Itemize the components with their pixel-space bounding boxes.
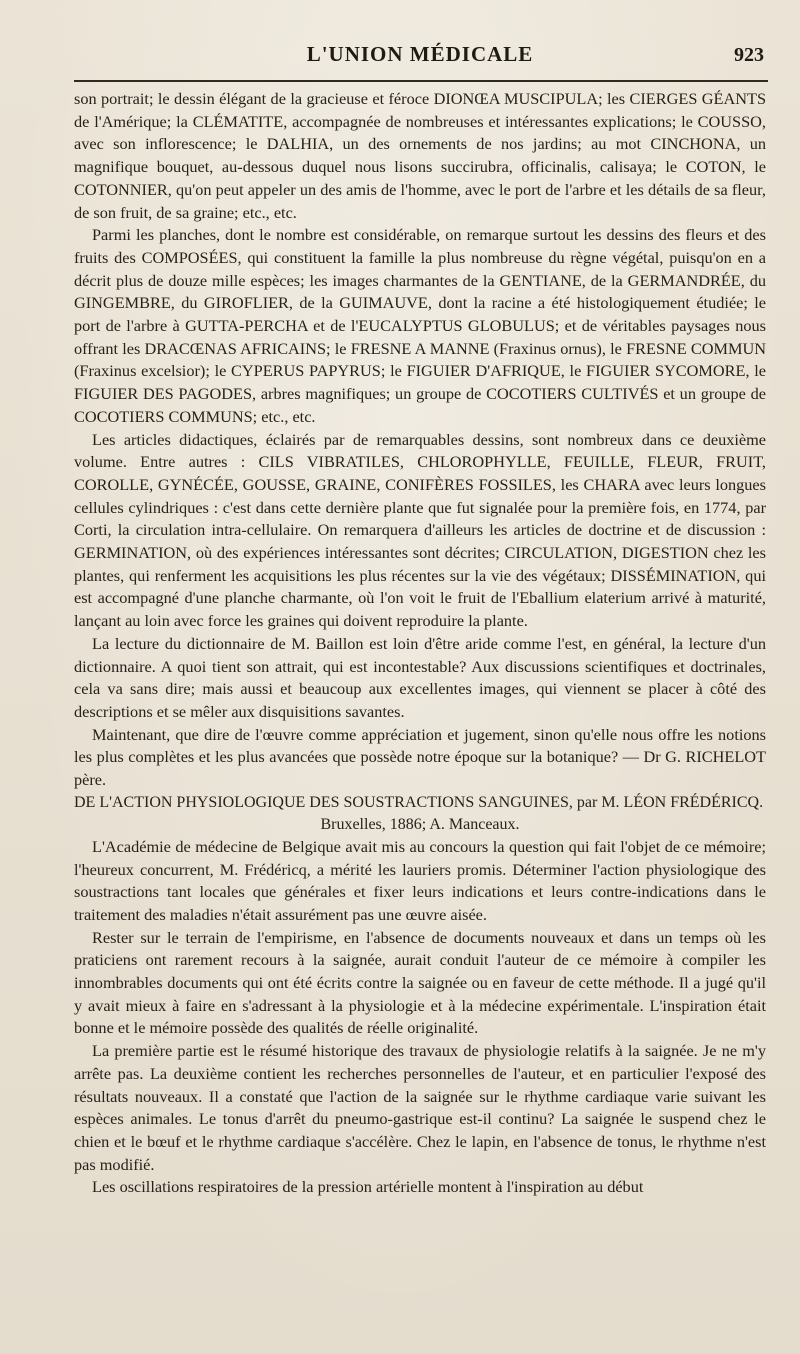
running-title: L'UNION MÉDICALE — [306, 42, 534, 66]
paragraph: son portrait; le dessin élégant de la gracieuse et féroce DIONŒA MUSCIPULA; les CIERGES GÉANTS de l'Amérique; la CLÉMATITE, accompagnée de nombreuses et intéressantes explications; le COUSSO, avec son inflorescence; le DALHIA, un des ornements de nos jardins; au mot CINCHONA, un magnifique bouquet, au-dessous duquel nous lisons succirubra, officinalis, calisaya; le COTON, le COTONNIER, qu'on peut appeler un des amis de l'homme, avec le port de l'arbre et les détails de sa fleur, de son fruit, de sa graine; etc., etc. — [74, 89, 766, 222]
review-publisher: Bruxelles, 1886; A. Manceaux. — [320, 815, 520, 833]
header-rule — [74, 80, 768, 82]
paragraph: Parmi les planches, dont le nombre est considérable, on remarque surtout les dessins des fleurs et des fruits des COMPOSÉES, qui constituent la famille la plus nombreuse du règne végétal, puisqu'on en a décrit plus de douze mille espèces; les images charmantes de la GENTIANE, de la GERMANDRÉE, du GINGEMBRE, du GIROFLIER, de la GUIMAUVE, dont la racine a été histologiquement étudiée; le port de l'arbre à GUTTA-PERCHA et de l'EUCALYPTUS GLOBULUS; et de véritables paysages nous offrant les DRACŒNAS AFRICAINS; le FRESNE A MANNE (Fraxinus ornus), le FRESNE COMMUN (Fraxinus excelsior); le CYPERUS PAPYRUS; le FIGUIER D'AFRIQUE, le FIGUIER SYCOMORE, le FIGUIER DES PAGODES, arbres magnifiques; un groupe de COCOTIERS CULTIVÉS et un groupe de COCOTIERS COMMUNS; etc., etc. — [74, 225, 766, 426]
paragraph: Maintenant, que dire de l'œuvre comme appréciation et jugement, sinon qu'elle nous offre les notions les plus complètes et les plus avancées que possède notre époque sur la botanique? — Dr G. RICHELOT père. — [74, 724, 766, 790]
paragraph: L'Académie de médecine de Belgique avait mis au concours la question qui fait l'objet de ce mémoire; l'heureux concurrent, M. Frédéricq, a mérité les lauriers promis. Déterminer l'action physiologique des soustractions tant locales que générales et fixer leurs indications et leurs contre-indications dans le traitement des maladies n'était assurément pas une œuvre aisée. — [74, 836, 766, 924]
paragraph: Rester sur le terrain de l'empirisme, en l'absence de documents nouveaux et dans un temps où les praticiens ont rarement recours à la saignée, aurait conduit l'auteur de ce mémoire à compiler les innombrables documents qui ont été écrits contre la saignée ou en faveur de cette méthode. Il a jugé qu'il y avait mieux à faire en s'adressant à la physiologie et à la médecine expérimentale. L'inspiration était bonne et le mémoire possède des qualités de réelle originalité. — [74, 927, 766, 1038]
paragraph: La première partie est le résumé historique des travaux de physiologie relatifs à la saignée. Je ne m'y arrête pas. La deuxième contient les recherches personnelles de l'auteur, et en particulier l'exposé des résultats nouveaux. Il a constaté que l'action de la saignée sur le rhythme cardiaque varie suivant les espèces animales. Le tonus d'arrêt du pneumo-gastrique est-il continu? La saignée le suspend chez le chien et le bœuf et le rhythme cardiaque s'accélère. Chez le lapin, en l'absence de tonus, le rhythme n'est pas modifié. — [74, 1041, 766, 1174]
article-body — [74, 88, 766, 1199]
paragraph: Les articles didactiques, éclairés par de remarquables dessins, sont nombreux dans ce deuxième volume. Entre autres : CILS VIBRATILES, CHLOROPHYLLE, FEUILLE, FLEUR, FRUIT, COROLLE, GYNÉCÉE, GOUSSE, GRAINE, CONIFÈRES FOSSILES, les CHARA avec leurs longues cellules cylindriques : c'est dans cette dernière plante que fut signalée pour la première fois, en 1774, par Corti, la circulation intra-cellulaire. On remarquera d'ailleurs les articles de doctrine et de discussion : GERMINATION, où des expériences intéressantes sont décrites; CIRCULATION, DIGESTION chez les plantes, qui renferment les acquisitions les plus récentes sur la vie des végétaux; DISSÉMINATION, qui est accompagné d'une planche charmante, où l'on voit le fruit de l'Eballium elaterium arrivé à maturité, lançant au loin avec force les graines qui doivent reproduire la plante. — [74, 429, 766, 631]
running-header — [70, 42, 770, 82]
paragraph: Les oscillations respiratoires de la pression artérielle montent à l'inspiration au début — [92, 1177, 644, 1197]
review-heading: DE L'ACTION PHYSIOLOGIQUE DES SOUSTRACTIONS SANGUINES, par M. LÉON FRÉDÉRICQ. — [74, 793, 764, 811]
paragraph: La lecture du dictionnaire de M. Baillon est loin d'être aride comme l'est, en général, la lecture d'un dictionnaire. A quoi tient son attrait, qui est incontestable? Aux discussions scientifiques et doctrinales, cela va sans dire; mais aussi et beaucoup aux excellentes images, qui viennent se placer à côté des descriptions et se mêler aux disquisitions savantes. — [74, 633, 766, 721]
page-number: 923 — [734, 44, 764, 66]
